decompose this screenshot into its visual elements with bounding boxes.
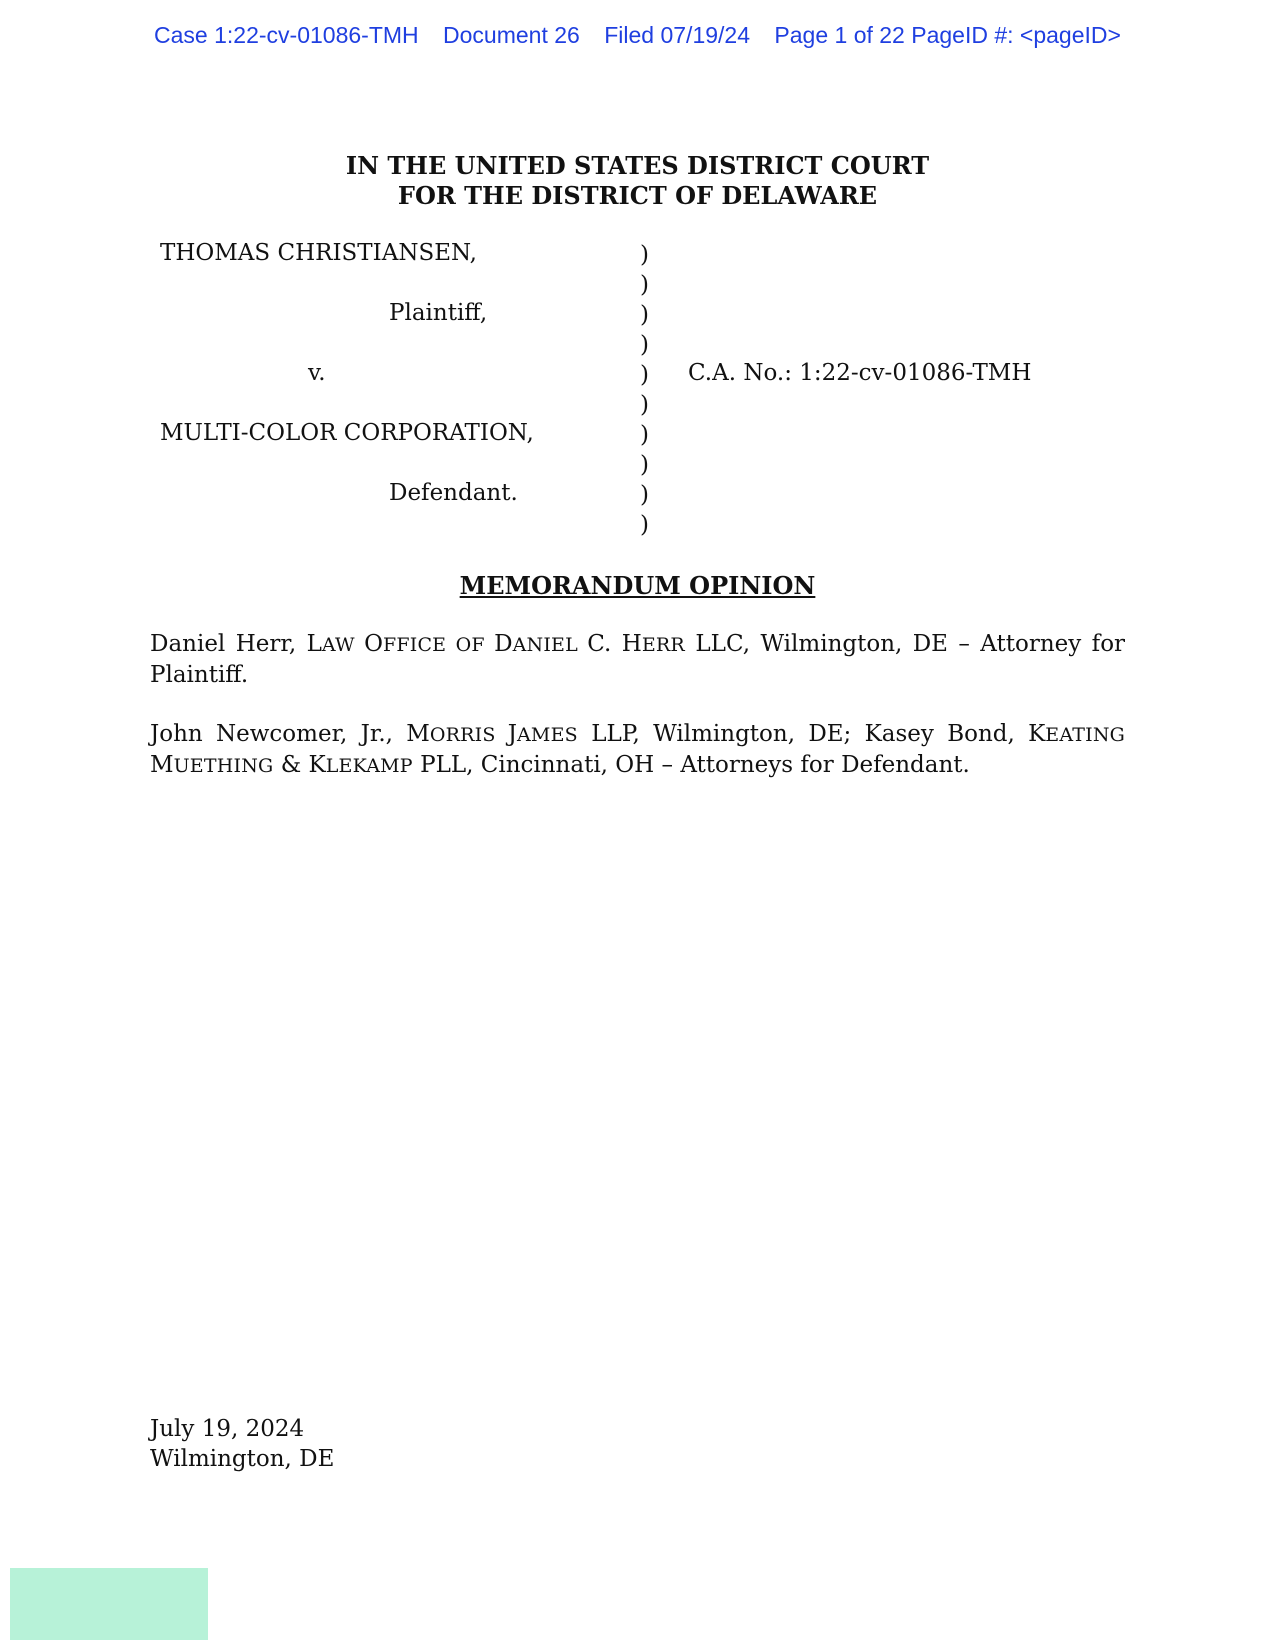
defendant-role: Defendant. — [389, 480, 518, 506]
defendant-counsel-details-1: LLP, Wilmington, DE; Kasey Bond, — [591, 721, 1015, 747]
caption-bracket: ) — [640, 242, 649, 268]
defendant-name: MULTI-COLOR CORPORATION, — [160, 420, 534, 446]
caption-bracket: ) — [640, 392, 649, 418]
ecf-header-stamp — [0, 22, 1275, 49]
court-title — [0, 151, 1275, 211]
defendant-law-firm-1: MORRIS JAMES — [406, 721, 578, 747]
versus-label: v. — [308, 360, 326, 386]
header-page-info: Page 1 of 22 PageID #: <pageID> — [774, 22, 1121, 48]
court-title-line-2: FOR THE DISTRICT OF DELAWARE — [397, 181, 878, 210]
caption-bracket: ) — [640, 302, 649, 328]
header-filed-date: Filed 07/19/24 — [604, 22, 751, 48]
caption-bracket-column — [640, 240, 660, 540]
header-document-number: Document 26 — [443, 22, 580, 48]
caption-bracket: ) — [640, 422, 649, 448]
caption-bracket: ) — [640, 482, 649, 508]
defendant-law-firm-2: KEATING MUETHING & KLEKAMP — [150, 721, 1126, 778]
caption-bracket: ) — [640, 512, 649, 538]
case-caption — [160, 240, 1120, 545]
defendant-counsel — [150, 719, 1125, 781]
plaintiff-name: THOMAS CHRISTIANSEN, — [160, 240, 477, 266]
caption-bracket: ) — [640, 332, 649, 358]
plaintiff-attorney-name: Daniel Herr, — [150, 631, 297, 657]
opinion-date: July 19, 2024 — [150, 1416, 305, 1442]
header-case-number: Case 1:22-cv-01086-TMH — [154, 22, 419, 48]
court-title-line-1: IN THE UNITED STATES DISTRICT COURT — [345, 151, 930, 180]
opinion-title: MEMORANDUM OPINION — [459, 571, 816, 600]
plaintiff-counsel-details: LLC, Wilmington, DE – Attorney for Plaintiff. — [150, 631, 1126, 688]
caption-bracket: ) — [640, 272, 649, 298]
caption-bracket: ) — [640, 362, 649, 388]
caption-bracket: ) — [640, 452, 649, 478]
opinion-location: Wilmington, DE — [150, 1446, 335, 1472]
civil-action-number: C.A. No.: 1:22-cv-01086-TMH — [688, 360, 1032, 386]
signature-date-block — [150, 1414, 334, 1474]
plaintiff-counsel — [150, 629, 1125, 690]
defendant-counsel-details-2: PLL, Cincinnati, OH – Attorneys for Defendant. — [420, 752, 970, 778]
highlight-box — [10, 1568, 208, 1640]
plaintiff-role: Plaintiff, — [389, 300, 488, 326]
defendant-attorney-1-name: John Newcomer, Jr., — [150, 721, 393, 747]
plaintiff-law-firm: LAW OFFICE OF DANIEL C. HERR — [306, 631, 685, 657]
